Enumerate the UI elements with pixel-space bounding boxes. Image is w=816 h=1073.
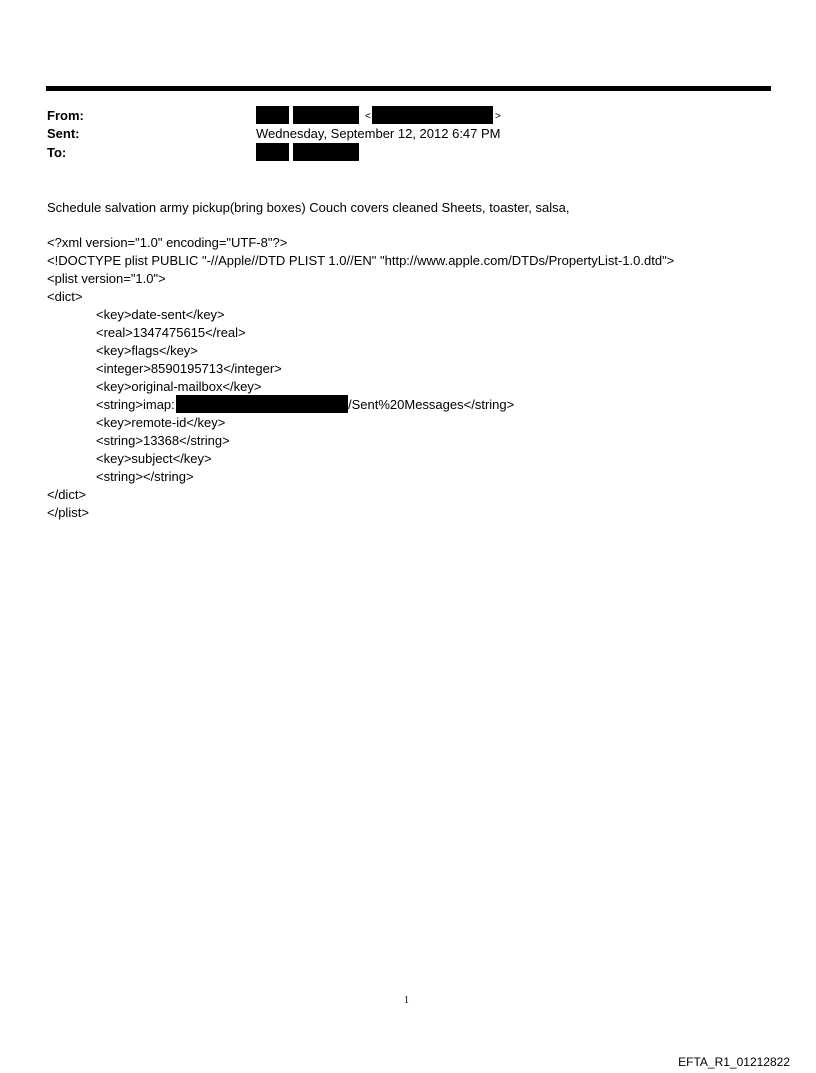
string-imap-suffix: /Sent%20Messages</string> [348,397,515,412]
xml-declaration: <?xml version="1.0" encoding="UTF-8"?> [47,235,288,250]
redaction-from-email [372,106,493,124]
message-body: Schedule salvation army pickup(bring boxes) Couch covers cleaned Sheets, toaster, salsa, [47,200,570,215]
header-rule [46,86,771,91]
redaction-to-first [256,143,289,161]
from-close-bracket: > [495,111,501,122]
from-open-bracket: < [365,111,371,122]
plist-open-tag: <plist version="1.0"> [47,271,166,286]
key-date-sent: <key>date-sent</key> [96,307,225,322]
string-subject: <string></string> [96,469,194,484]
to-label: To: [47,145,67,160]
key-flags: <key>flags</key> [96,343,198,358]
bates-number: EFTA_R1_01212822 [678,1055,790,1069]
dict-open-tag: <dict> [47,289,83,304]
redaction-from-last [293,106,359,124]
sent-label: Sent: [47,126,80,141]
string-imap-prefix: <string>imap: [96,397,175,412]
redaction-to-last [293,143,359,161]
integer-flags-value: <integer>8590195713</integer> [96,361,282,376]
plist-close-tag: </plist> [47,505,89,520]
real-date-value: <real>1347475615</real> [96,325,246,340]
page-number: 1 [404,995,409,1006]
doctype-line: <!DOCTYPE plist PUBLIC "-//Apple//DTD PLIST 1.0//EN" "http://www.apple.com/DTDs/PropertyList-1.0.dtd"> [47,253,675,268]
key-original-mailbox: <key>original-mailbox</key> [96,379,262,394]
dict-close-tag: </dict> [47,487,87,502]
sent-value: Wednesday, September 12, 2012 6:47 PM [256,126,501,141]
redaction-imap-account [176,395,348,413]
string-remote-id: <string>13368</string> [96,433,230,448]
from-label: From: [47,108,84,123]
key-subject: <key>subject</key> [96,451,212,466]
key-remote-id: <key>remote-id</key> [96,415,226,430]
redaction-from-first [256,106,289,124]
